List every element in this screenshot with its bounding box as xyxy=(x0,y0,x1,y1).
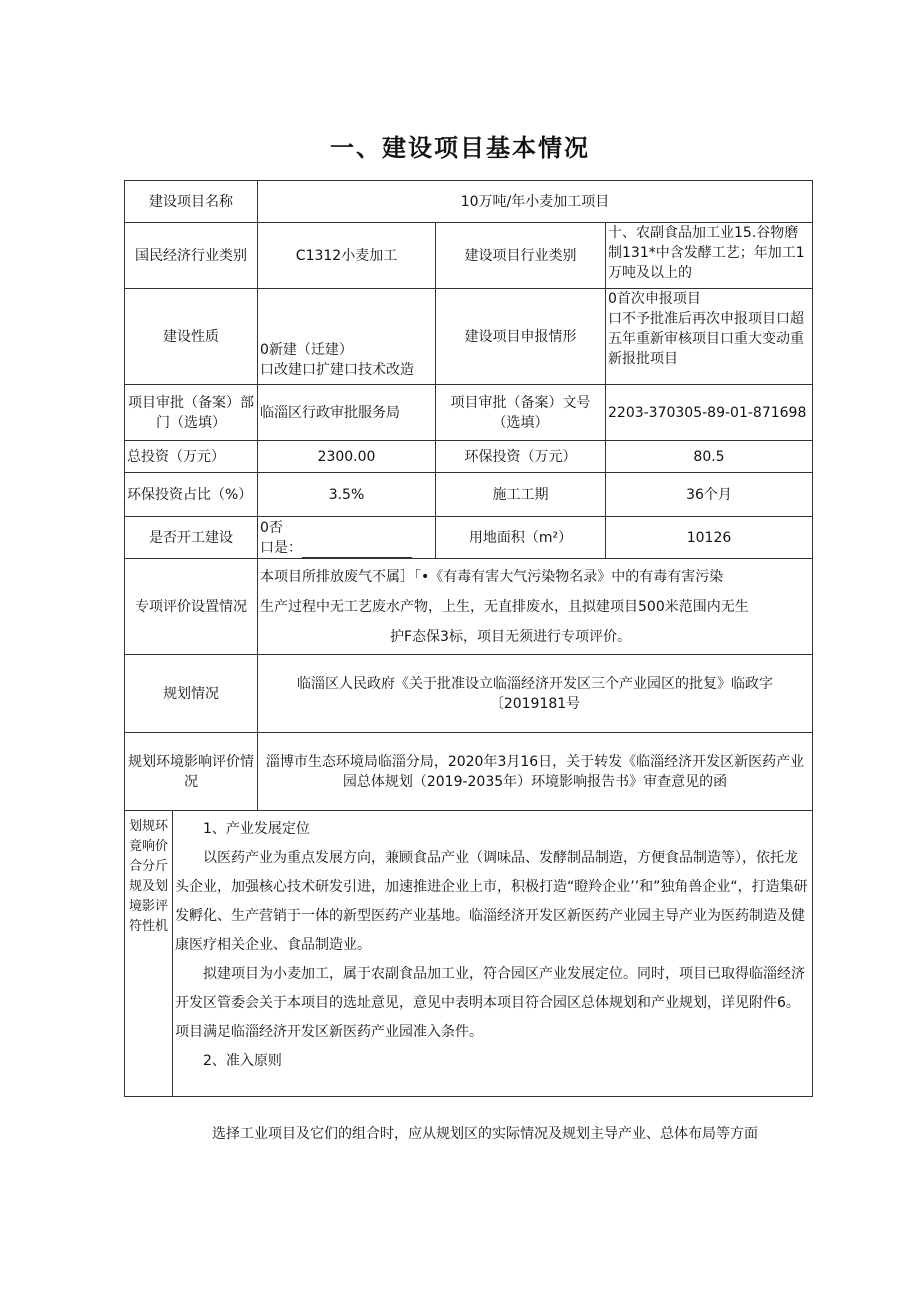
value-project-name: 10万吨/年小麦加工项目 xyxy=(258,181,813,223)
table-row xyxy=(125,289,813,385)
label-approval2: 项目审批（备案）文号（选填） xyxy=(436,385,606,441)
table-row xyxy=(125,655,813,733)
value-nature xyxy=(258,289,436,385)
value-approval: 临淄区行政审批服务局 xyxy=(258,385,436,441)
opt-other-apply: 口不予批准后再次申报项目口超五年重新审核项目口重大变动重新报批项目 xyxy=(608,311,804,367)
info-table xyxy=(124,180,813,1097)
label-industry2: 建设项目行业类别 xyxy=(436,223,606,289)
label-land-area: 用地面积（m²） xyxy=(436,517,606,559)
analysis-heading-1: 1、产业发展定位 xyxy=(203,821,310,837)
label-nature: 建设性质 xyxy=(125,289,258,385)
value-plan-eia: 淄博市生态环境局临淄分局，2020年3月16日，关于转发《临淄经济开发区新医药产业园总体规划（2019-2035年）环境影响报告书》审查意见的函 xyxy=(258,733,813,811)
analysis-paragraph-2: 拟建项目为小麦加工，属于农副食品加工业，符合园区产业发展定位。同时，项目已取得临淄经济开发区管委会关于本项目的选址意见，意见中表明本项目符合园区总体规划和产业规划，详见附件6。项目满足临淄经济开发区新医药产业园准入条件。 xyxy=(175,966,805,1040)
table-row xyxy=(125,385,813,441)
table-row xyxy=(125,181,813,223)
label-project-name: 建设项目名称 xyxy=(125,181,258,223)
label-industry: 国民经济行业类别 xyxy=(125,223,258,289)
value-approval2: 2203-370305-89-01-871698 xyxy=(606,385,813,441)
value-env-ratio: 3.5% xyxy=(258,473,436,517)
label-nature2: 建设项目申报情形 xyxy=(436,289,606,385)
value-industry: C1312小麦加工 xyxy=(258,223,436,289)
opt-yes: 口是： xyxy=(260,539,302,556)
table-row xyxy=(125,473,813,517)
label-special: 专项评价设置情况 xyxy=(125,559,258,655)
special-line-2: 生产过程中无工艺废水产物，上生，无直排废水，且拟建项目500米范围内无生 xyxy=(260,598,749,615)
value-investment: 2300.00 xyxy=(258,441,436,473)
value-planning: 临淄区人民政府《关于批准设立临淄经济开发区三个产业园区的批复》临政字〔2019181号 xyxy=(258,655,813,733)
table-row xyxy=(125,811,813,1097)
value-nature2 xyxy=(606,289,813,385)
value-special xyxy=(258,559,813,655)
value-analysis xyxy=(173,811,813,1097)
blank-underline xyxy=(302,543,412,558)
value-investment2: 80.5 xyxy=(606,441,813,473)
value-land-area: 10126 xyxy=(606,517,813,559)
table-row xyxy=(125,733,813,811)
table-row xyxy=(125,517,813,559)
page-title: 一、建设项目基本情况 xyxy=(330,134,590,162)
label-duration: 施工工期 xyxy=(436,473,606,517)
opt-rebuild: 口改建口扩建口技术改造 xyxy=(260,362,414,378)
value-started xyxy=(258,517,436,559)
opt-new-build: 0新建（迁建） xyxy=(260,342,353,358)
trailing-text: 选择工业项目及它们的组合时，应从规划区的实际情况及规划主导产业、总体布局等方面 xyxy=(212,1126,758,1142)
value-duration: 36个月 xyxy=(606,473,813,517)
analysis-heading-2: 2、准入原则 xyxy=(203,1053,282,1069)
opt-no: 0否 xyxy=(260,519,283,536)
table-row xyxy=(125,223,813,289)
label-plan-eia: 规划环境影响评价情况 xyxy=(125,733,258,811)
table-row xyxy=(125,559,813,655)
value-industry2: 十、农副食品加工业15.谷物磨制131*中含发酵工艺；年加工1万吨及以上的 xyxy=(606,223,813,289)
label-started: 是否开工建设 xyxy=(125,517,258,559)
label-planning: 规划情况 xyxy=(125,655,258,733)
label-investment: 总投资（万元） xyxy=(125,441,258,473)
opt-yes-line xyxy=(260,538,433,558)
analysis-paragraph-1: 以医药产业为重点发展方向，兼顾食品产业（调味品、发酵制品制造，方便食品制造等），依托龙头企业，加强核心技术研发引进，加速推进企业上市，积极打造“瞪羚企业’’和”独角兽企业“，打造集研发孵化、生产营销于一体的新型医药产业基地。临淄经济开发区新医药产业园主导产业为医药制造及健康医疗相关企业、食品制造业。 xyxy=(175,850,808,953)
label-investment2: 环保投资（万元） xyxy=(436,441,606,473)
label-approval: 项目审批（备案）部门（选填） xyxy=(125,385,258,441)
special-line-1: 本项目所排放废气不属］「•《有毒有害大气污染物名录》中的有毒有害污染 xyxy=(260,568,724,585)
special-line-3: 护F态保3标，项目无须进行专项评价。 xyxy=(390,628,631,645)
table-row xyxy=(125,441,813,473)
label-analysis: 划规环竟响价合分斤规及划境影评符性机 xyxy=(125,811,173,1097)
label-env-ratio: 环保投资占比（%） xyxy=(125,473,258,517)
opt-first-apply: 0首次申报项目 xyxy=(608,291,701,307)
